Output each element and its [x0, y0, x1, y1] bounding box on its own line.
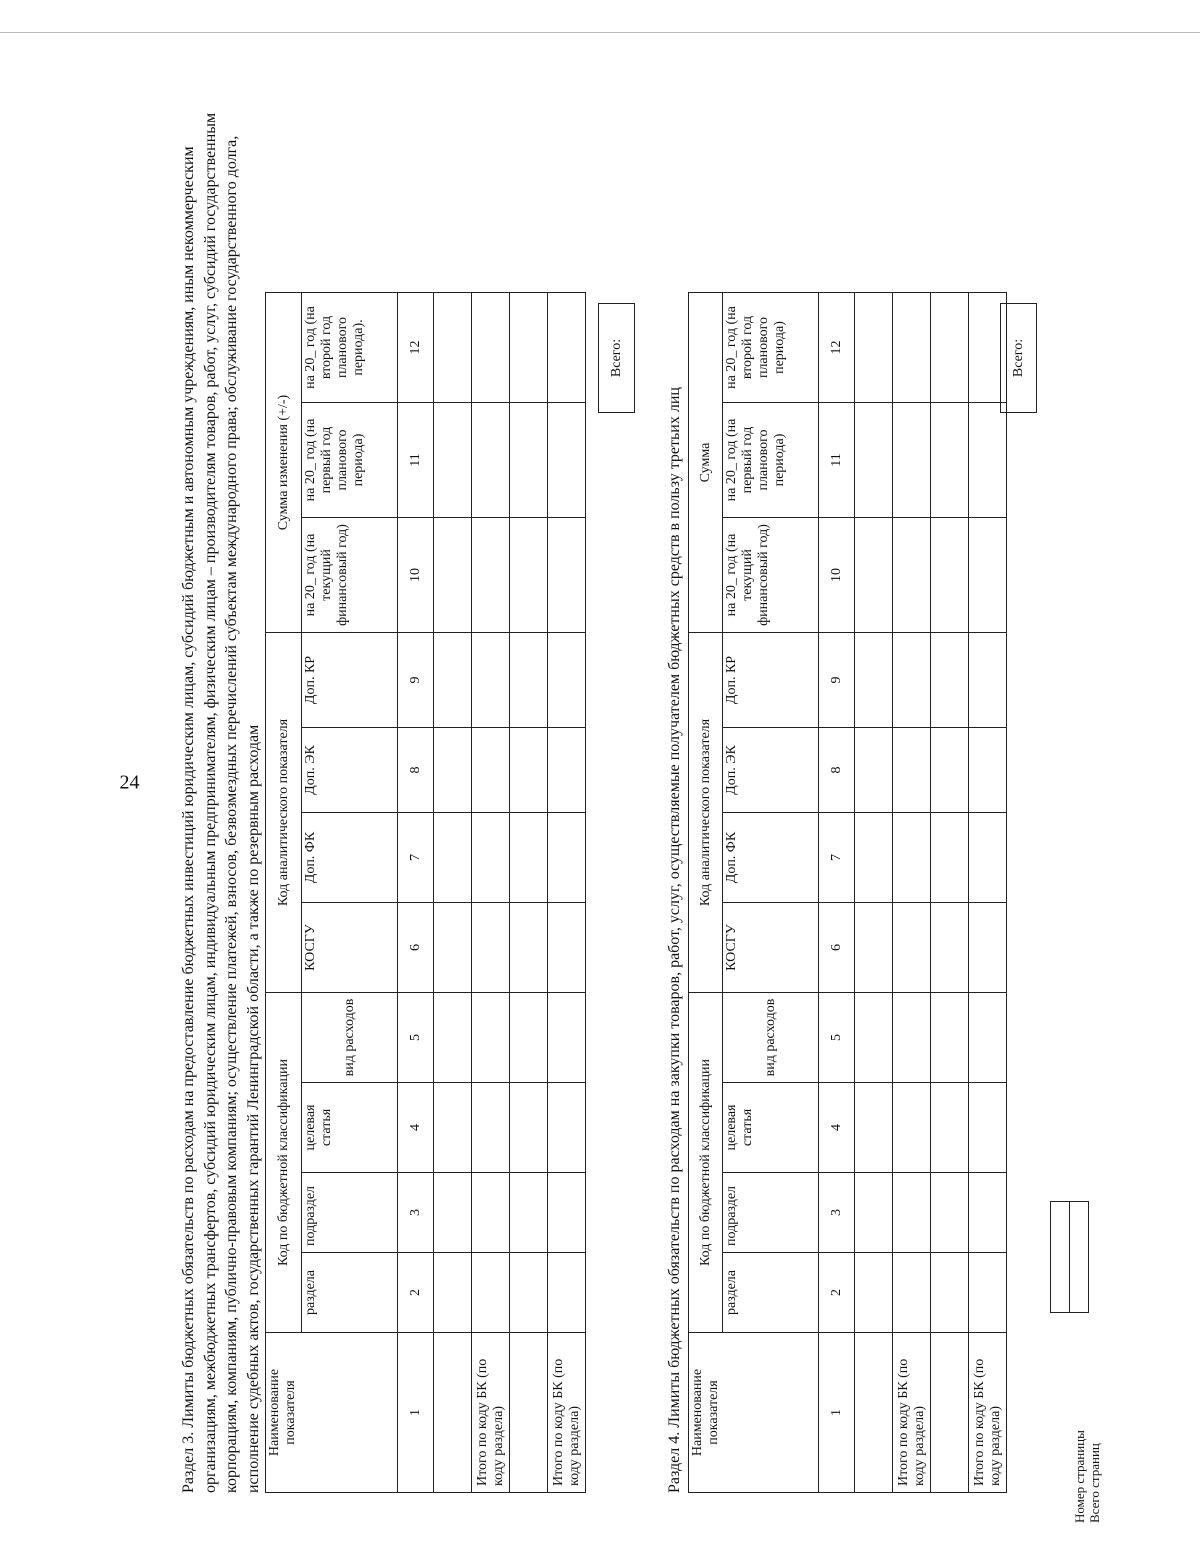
header-vid: вид расходов [723, 993, 819, 1083]
margin-line [0, 32, 1200, 33]
header-dop-ek: Доп. ЭК [302, 728, 398, 813]
header-dop-fk: Доп. ФК [723, 813, 819, 903]
header-celevaya: целевая статья [302, 1083, 398, 1173]
table-row: Итого по коду БК (по коду раздела) [893, 293, 931, 1493]
header-kosgu: КОСГУ [302, 903, 398, 993]
header-analytic-code: Код аналитического показателя [689, 633, 723, 993]
header-second-plan-year: на 20_ год (на второй год планового периода) [723, 293, 819, 403]
header-indicator-name: Наименование показателя [266, 1333, 398, 1493]
header-dop-kr: Доп. КР [723, 633, 819, 728]
header-podrazdel: подраздел [302, 1173, 398, 1253]
header-current-year: на 20_ год (на текущий финансовый год) [723, 518, 819, 633]
table-row [510, 293, 548, 1493]
column-number-row: 1 2 3 4 5 6 7 8 9 10 11 12 [398, 293, 434, 1493]
section-3-table [265, 292, 586, 1493]
header-dop-kr: Доп. КР [302, 633, 398, 728]
header-analytic-code: Код аналитического показателя [266, 633, 302, 993]
section-4-title: Раздел 4. Лимиты бюджетных обязательств по расходам на закупки товаров, работ, услуг, осуществляемые получателем бюджетных средств в пользу третьих лиц [666, 387, 683, 1493]
section-3-total: Всего: [598, 303, 635, 413]
page-number: 24 [119, 771, 140, 794]
header-kosgu: КОСГУ [723, 903, 819, 993]
header-first-plan-year: на 20_ год (на первый год планового периода) [302, 403, 398, 518]
total-pages-label: Всего страниц [1087, 1443, 1102, 1523]
header-indicator-name: Наименование показателя [689, 1333, 819, 1493]
header-budget-code: Код по бюджетной классификации [266, 993, 302, 1333]
page-number-label: Номер страницы [1072, 1430, 1087, 1523]
header-dop-ek: Доп. ЭК [723, 728, 819, 813]
table-row: Итого по коду БК (по коду раздела) [969, 293, 1007, 1493]
header-vid: вид расходов [302, 993, 398, 1083]
header-celevaya: целевая статья [723, 1083, 819, 1173]
header-sum: Сумма [689, 293, 723, 633]
table-row: Итого по коду БК (по коду раздела) [548, 293, 586, 1493]
header-budget-code: Код по бюджетной классификации [689, 993, 723, 1333]
header-podrazdel: подраздел [723, 1173, 819, 1253]
header-current-year: на 20_ год (на текущий финансовый год) [302, 518, 398, 633]
section-4-table [688, 292, 1007, 1493]
section-3-title: Раздел 3. Лимиты бюджетных обязательств по расходам на предоставление бюджетных инвестиций юридическим лицам, субсидий бюджетным и автономным учреждениям, иным некоммерческим организациям, межбюджетных трансфертов, субсидий юридическим лицам, индивидуальным предпринимателям, физическим лицам – производителям товаров, работ, услуг, субсидий государственным корпорациям, компаниям, публично-правовым компаниям; осуществление платежей, взносов, безвозмездных перечислений субъектам международного права; обслуживание государственного долга, исполнение судебных актов, государственных гарантий Ленинградской области, а также по резервным расходам [180, 112, 262, 1493]
page-count-box [1050, 1201, 1089, 1313]
table-row [434, 293, 472, 1493]
header-first-plan-year: на 20_ год (на первый год планового периода) [723, 403, 819, 518]
table-row: Итого по коду БК (по коду раздела) [472, 293, 510, 1493]
column-number-row: 1 2 3 4 5 6 7 8 9 10 11 12 [819, 293, 855, 1493]
header-dop-fk: Доп. ФК [302, 813, 398, 903]
section-4-total: Всего: [1000, 303, 1037, 413]
header-sum-change: Сумма изменения (+/-) [266, 293, 302, 633]
table-row [855, 293, 893, 1493]
header-razdel: раздела [302, 1253, 398, 1333]
table-row [931, 293, 969, 1493]
header-second-plan-year: на 20_ год (на второй год планового периода). [302, 293, 398, 403]
page-footer [1072, 1430, 1102, 1523]
header-razdel: раздела [723, 1253, 819, 1333]
